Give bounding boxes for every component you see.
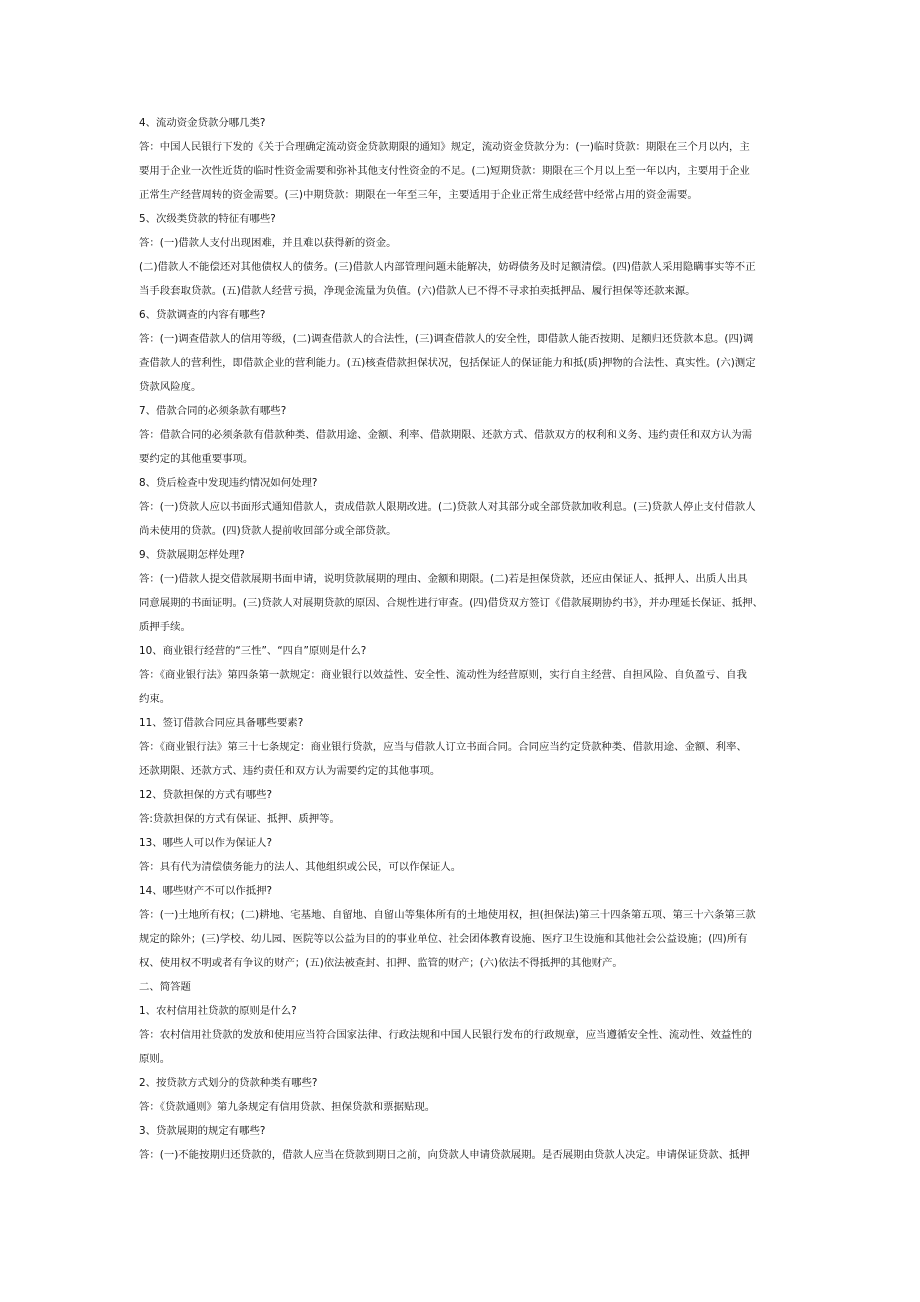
text-line: 答：(一)土地所有权；(二)耕地、宅基地、自留地、自留山等集体所有的土地使用权，担(担保法)第三十四条第五项、第三十六条第三款 [139,909,756,921]
text-line: 当手段套取贷款。(五)借款人经营亏损，净现金流量为负值。(六)借款人已不得不寻求拍卖抵押品、履行担保等还款来源。 [139,285,696,297]
text-line: 答：具有代为清偿债务能力的法人、其他组织或公民，可以作保证人。 [139,861,462,873]
text-line: 7、借款合同的必须条款有哪些? [139,405,287,417]
text-line: 答：(一)调查借款人的信用等级，(二)调查借款人的合法性，(三)调查借款人的安全性，即借款人能否按期、足额归还贷款本息。(四)调 [139,333,754,345]
text-line: 查借款人的营利性，即借款企业的营利能力。(五)核查借款担保状况，包括保证人的保证能力和抵(质)押物的合法性、真实性。(六)测定 [139,357,756,369]
text-line: 答：(一)借款人提交借款展期书面申请，说明贷款展期的理由、金额和期限。(二)若是担保贷款，还应由保证人、抵押人、出质人出具 [139,573,748,585]
text-line: 答：《商业银行法》第四条第一款规定：商业银行以效益性、安全性、流动性为经营原则，实行自主经营、自担风险、自负盈亏、自我 [139,669,747,681]
text-line: 答：农村信用社贷款的发放和使用应当符合国家法律、行政法规和中国人民银行发布的行政规章，应当遵循安全性、流动性、效益性的 [139,1029,753,1041]
text-line: 13、哪些人可以作为保证人? [139,837,273,849]
text-line: 12、贷款担保的方式有哪些? [139,789,273,801]
text-line: 10、商业银行经营的“三性”、“四自”原则是什么? [139,645,367,657]
text-line: 贷款风险度。 [139,381,202,393]
text-line: 权、使用权不明或者有争议的财产；(五)依法被查封、扣押、监管的财产；(六)依法不得抵押的其他财产。 [139,957,623,969]
text-line: 同意展期的书面证明。(三)贷款人对展期贷款的原因、合规性进行审查。(四)借贷双方签订《借款展期协约书》，并办理延长保证、抵押、 [139,597,764,609]
text-line: 6、贷款调查的内容有哪些? [139,309,266,321]
text-line: 5、次级类贷款的特征有哪些? [139,213,276,225]
text-line: 尚未使用的贷款。(四)贷款人提前收回部分或全部贷款。 [139,525,397,537]
text-line: 正常生产经营周转的资金需要。(三)中期贷款：期限在一年至三年，主要适用于企业正常生成经营中经常占用的资金需要。 [139,189,698,201]
text-line: 答：《贷款通则》第九条规定有信用贷款、担保贷款和票据贴现。 [139,1101,436,1113]
text-line: 二、简答题 [139,981,191,993]
text-line: 规定的除外；(三)学校、幼儿园、医院等以公益为目的的事业单位、社会团体教育设施、医疗卫生设施和其他社会公益设施；(四)所有 [139,933,748,945]
text-line: (二)借款人不能偿还对其他债权人的债务。(三)借款人内部管理问题未能解决，妨碍债务及时足额清偿。(四)借款人采用隐瞒事实等不正 [139,261,756,273]
text-line: 质押手续。 [139,621,191,633]
text-line: 4、流动资金贷款分哪几类? [139,117,266,129]
text-line: 还款期限、还款方式、违约责任和双方认为需要约定的其他事项。 [139,765,441,777]
text-line: 3、贷款展期的规定有哪些? [139,1125,266,1137]
text-line: 答：(一)借款人支付出现困难，并且难以获得新的资金。 [139,237,397,249]
text-line: 要用于企业一次性近货的临时性资金需要和弥补其他支付性资金的不足。(二)短期贷款：期限在三个月以上至一年以内，主要用于企业 [139,165,750,177]
text-line: 要约定的其他重要事项。 [139,453,254,465]
text-line: 2、按贷款方式划分的贷款种类有哪些? [139,1077,318,1089]
text-line: 11、签订借款合同应具备哪些要素? [139,717,304,729]
text-line: 约束。 [139,693,171,705]
text-line: 答：中国人民银行下发的《关于合理确定流动资金贷款期限的通知》规定，流动资金贷款分为：(一)临时贷款：期限在三个月以内，主 [139,141,750,153]
text-line: 8、贷后检查中发现违约情况如何处理? [139,477,318,489]
text-line: 答：借款合同的必须条款有借款种类、借款用途、金额、利率、借款期限、还款方式、借款双方的权利和义务、违约责任和双方认为需 [139,429,753,441]
text-line: 1、农村信用社贷款的原则是什么? [139,1005,297,1017]
text-line: 9、贷款展期怎样处理? [139,549,245,561]
text-line: 答：(一)贷款人应以书面形式通知借款人，责成借款人限期改进。(二)贷款人对其部分或全部贷款加收利息。(三)贷款人停止支付借款人 [139,501,756,513]
text-line: 答：(一)不能按期归还贷款的，借款人应当在贷款到期日之前，向贷款人申请贷款展期。是否展期由贷款人决定。申请保证贷款、抵押 [139,1149,750,1161]
text-line: 14、哪些财产不可以作抵押? [139,885,273,897]
text-line: 答：《商业银行法》第三十七条规定：商业银行贷款，应当与借款人订立书面合同。合同应当约定贷款种类、借款用途、金额、利率、 [139,741,747,753]
text-line: 答:贷款担保的方式有保证、抵押、质押等。 [139,813,340,825]
document-page [139,111,779,1167]
text-line: 原则。 [139,1053,171,1065]
